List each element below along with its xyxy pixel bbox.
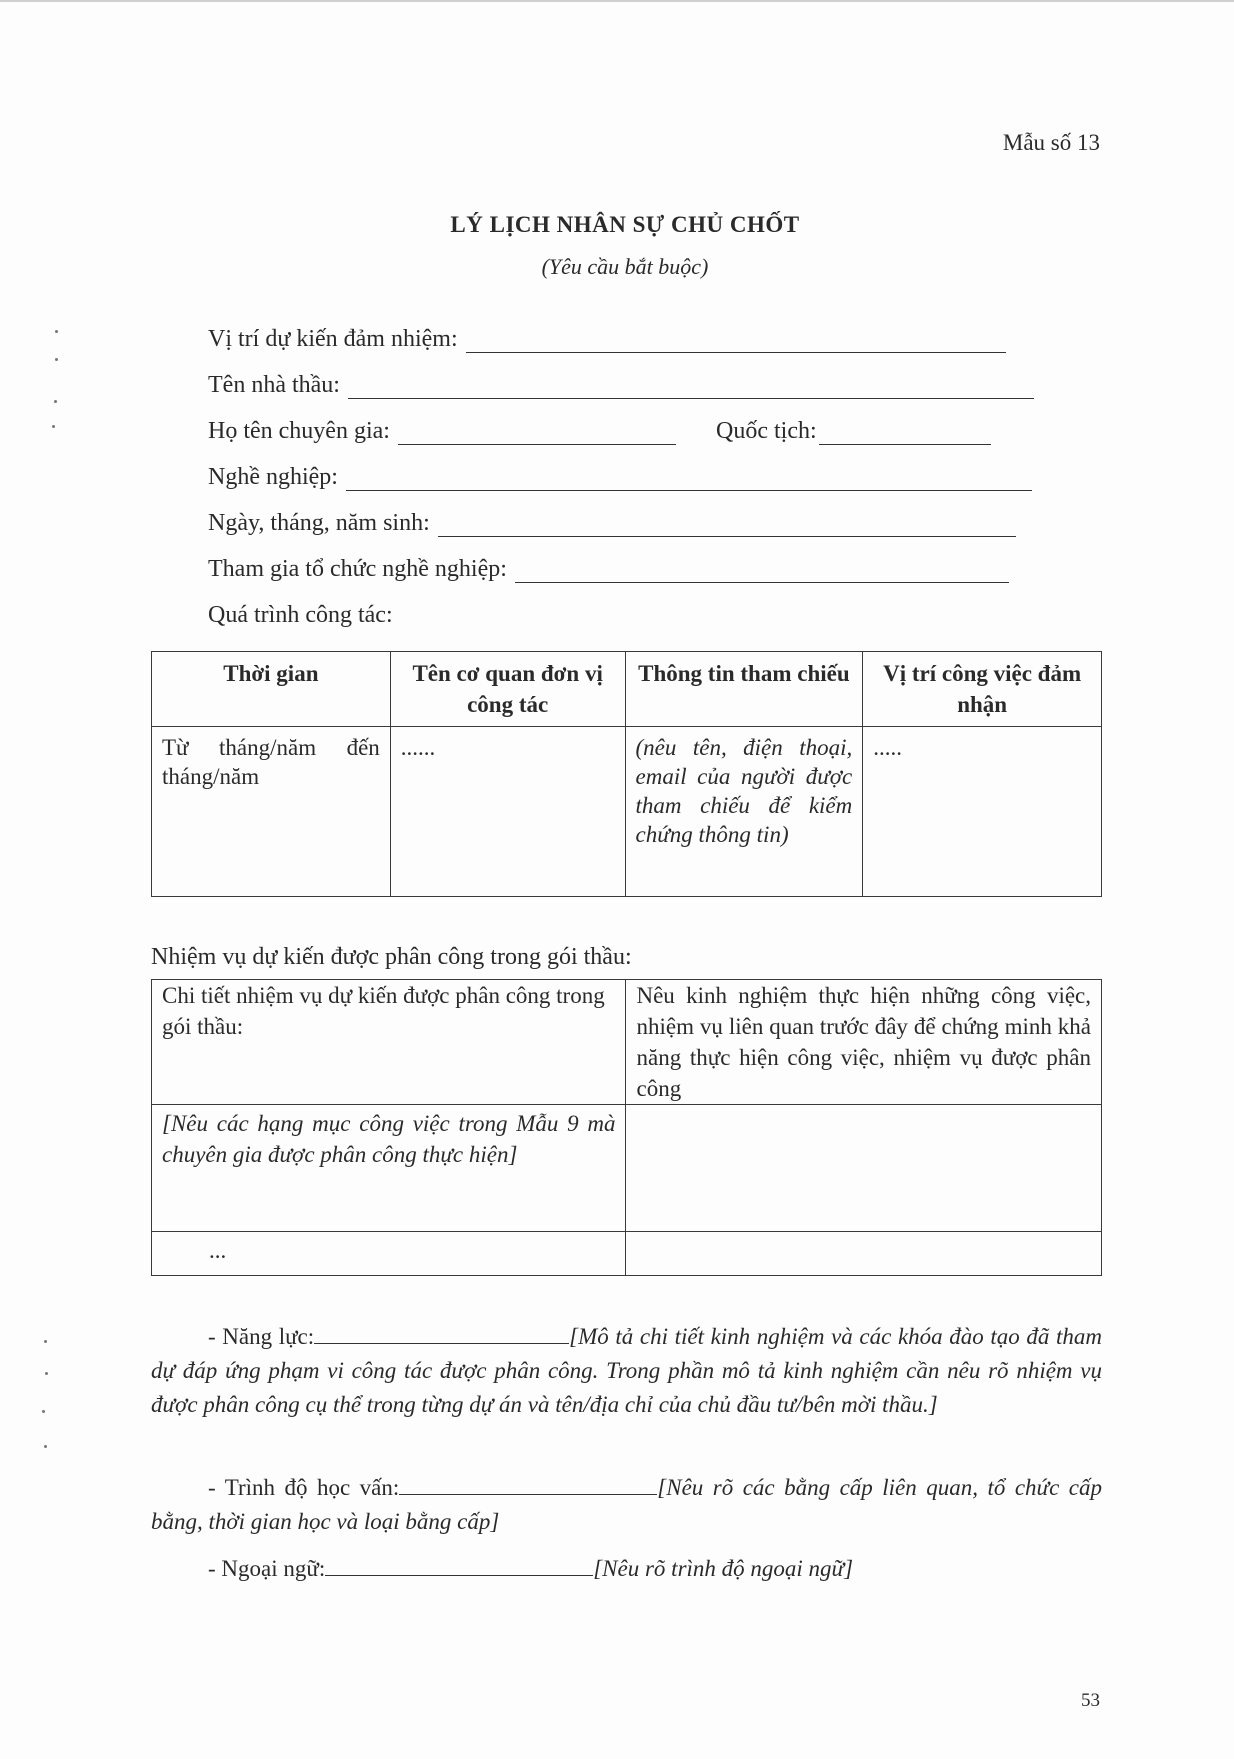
cell-reference[interactable]: (nêu tên, điện thoại, email của người được tham chiếu để kiểm chứng thông tin) bbox=[625, 727, 863, 897]
education-instruction: [Nêu rõ các bằng cấp liên quan, tổ chức cấp bằng, thời gian học và loại bằng cấp] bbox=[151, 1475, 1103, 1534]
scan-speck bbox=[44, 1340, 47, 1343]
org-membership-input-line[interactable] bbox=[515, 562, 1009, 583]
position-input-line[interactable] bbox=[466, 332, 1006, 353]
tasks-row1-left[interactable]: [Nêu các hạng mục công việc trong Mẫu 9 mà chuyên gia được phân công thực hiện] bbox=[152, 1105, 626, 1232]
table-row bbox=[152, 1232, 1102, 1276]
form-number: Mẫu số 13 bbox=[1002, 130, 1100, 155]
expert-name-input-line[interactable] bbox=[398, 424, 676, 445]
table-row bbox=[152, 1105, 1102, 1232]
birth-date-label: Ngày, tháng, năm sinh: bbox=[208, 510, 430, 536]
capability-input-line[interactable] bbox=[314, 1325, 569, 1344]
position-field bbox=[208, 326, 1006, 353]
tasks-header-row bbox=[152, 980, 1102, 1105]
tasks-header-right: Nêu kinh nghiệm thực hiện những công việc, nhiệm vụ liên quan trước đây để chứng minh khả năng thực hiện công việc, nhiệm vụ được phân công bbox=[626, 980, 1102, 1105]
tasks-table bbox=[151, 979, 1102, 1276]
scan-speck bbox=[52, 425, 55, 428]
scan-speck bbox=[55, 358, 58, 361]
cell-time[interactable]: Từ tháng/năm đến tháng/năm bbox=[152, 727, 391, 897]
tasks-label: Nhiệm vụ dự kiến được phân công trong gói thầu: bbox=[151, 944, 632, 970]
page-subtitle: (Yêu cầu bắt buộc) bbox=[541, 254, 709, 279]
contractor-field bbox=[208, 372, 1034, 399]
scan-edge-line bbox=[0, 0, 1234, 2]
capability-label: - Năng lực: bbox=[208, 1324, 315, 1349]
language-input-line[interactable] bbox=[325, 1557, 593, 1576]
language-instruction: [Nêu rõ trình độ ngoại ngữ] bbox=[593, 1556, 854, 1581]
scan-speck bbox=[42, 1410, 45, 1413]
cell-organization[interactable]: ...... bbox=[390, 727, 625, 897]
profession-field bbox=[208, 464, 1032, 491]
org-membership-label: Tham gia tổ chức nghề nghiệp: bbox=[208, 556, 507, 582]
capability-instruction: [Mô tả chi tiết kinh nghiệm và các khóa đào tạo đã tham dự đáp ứng phạm vi công tác được phân công. Trong phần mô tả kinh nghiệm cần nêu rõ nhiệm vụ được phân công cụ thể trong từng dự án và tên/địa chỉ của chủ đầu tư/bên mời thầu.] bbox=[151, 1324, 1102, 1417]
tasks-row1-right[interactable] bbox=[626, 1105, 1102, 1232]
birth-date-input-line[interactable] bbox=[438, 516, 1016, 537]
scan-speck bbox=[55, 330, 58, 333]
work-history-label: Quá trình công tác: bbox=[208, 602, 393, 628]
tasks-row2-left[interactable]: ... bbox=[152, 1232, 626, 1276]
tasks-row2-right[interactable] bbox=[626, 1232, 1102, 1276]
header-organization: Tên cơ quan đơn vị công tác bbox=[390, 652, 625, 727]
page-number: 53 bbox=[1081, 1690, 1100, 1711]
scan-speck bbox=[54, 400, 57, 403]
scan-speck bbox=[45, 1372, 48, 1375]
tasks-header-left: Chi tiết nhiệm vụ dự kiến được phân công trong gói thầu: bbox=[152, 980, 626, 1105]
contractor-input-line[interactable] bbox=[348, 378, 1034, 399]
expert-name-label: Họ tên chuyên gia: bbox=[208, 418, 390, 444]
language-paragraph bbox=[151, 1552, 1102, 1586]
position-label: Vị trí dự kiến đảm nhiệm: bbox=[208, 326, 458, 352]
education-label: - Trình độ học vấn: bbox=[208, 1475, 400, 1500]
profession-label: Nghề nghiệp: bbox=[208, 464, 338, 490]
org-membership-field bbox=[208, 556, 1009, 583]
table-header-row bbox=[152, 652, 1102, 727]
expert-name-field bbox=[208, 418, 676, 445]
education-input-line[interactable] bbox=[399, 1476, 657, 1495]
header-reference: Thông tin tham chiếu bbox=[625, 652, 863, 727]
cell-position[interactable]: ..... bbox=[863, 727, 1102, 897]
page-title: LÝ LỊCH NHÂN SỰ CHỦ CHỐT bbox=[450, 212, 800, 237]
education-paragraph bbox=[151, 1471, 1102, 1539]
nationality-input-line[interactable] bbox=[819, 424, 991, 445]
nationality-field bbox=[716, 418, 991, 445]
header-time: Thời gian bbox=[152, 652, 391, 727]
profession-input-line[interactable] bbox=[346, 470, 1032, 491]
table-row bbox=[152, 727, 1102, 897]
capability-paragraph bbox=[151, 1320, 1102, 1422]
nationality-label: Quốc tịch: bbox=[716, 418, 817, 444]
header-position: Vị trí công việc đảm nhận bbox=[863, 652, 1102, 727]
work-history-table bbox=[151, 651, 1102, 897]
work-history-field bbox=[208, 602, 393, 629]
birth-date-field bbox=[208, 510, 1016, 537]
language-label: - Ngoại ngữ: bbox=[208, 1556, 326, 1581]
contractor-label: Tên nhà thầu: bbox=[208, 372, 340, 398]
scan-speck bbox=[44, 1445, 47, 1448]
